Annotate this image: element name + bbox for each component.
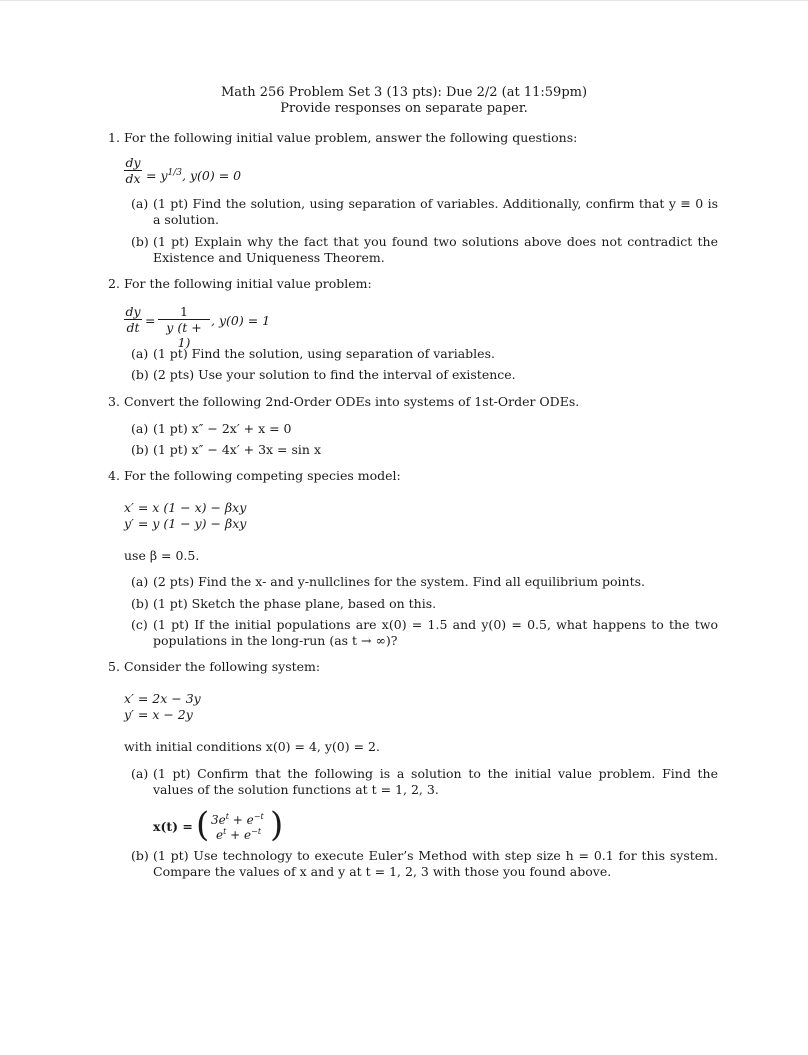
problem-1-number: 1.: [108, 130, 120, 145]
p5-row1-exp-1: t: [225, 812, 229, 821]
problem-3a-label: (a): [131, 421, 149, 436]
problem-5-number: 5.: [108, 659, 120, 674]
page-subtitle: Provide responses on separate paper.: [280, 101, 528, 116]
p5-vector-lhs: x(t) =: [153, 819, 193, 834]
problem-1-equation: [146, 165, 241, 184]
problem-1b-text: (1 pt) Explain why the fact that you found two solutions above does not contradict the Existence and Uniqueness Theorem.: [153, 234, 718, 265]
p5-row2-exp-1: t: [223, 827, 227, 836]
problem-1a-text: (1 pt) Find the solution, using separation of variables. Additionally, confirm that y ≡ 0 is a solution.: [153, 196, 718, 227]
problem-4c-text: (1 pt) If the initial populations are x(0) = 1.5 and y(0) = 0.5, what happens to the two populations in the long-run (as t → ∞)?: [153, 617, 718, 648]
p1-eq-ic: , y(0) = 0: [182, 168, 242, 184]
problem-3b-label: (b): [131, 442, 149, 457]
problem-5a-text: (1 pt) Confirm that the following is a solution to the initial value problem. Find the values of the solution functions at t = 1, 2, 3.: [153, 766, 718, 797]
problem-3-intro: Convert the following 2nd-Order ODEs into systems of 1st-Order ODEs.: [124, 394, 580, 409]
p5-vector-right-paren: ): [270, 805, 284, 845]
problem-4b-label: (b): [131, 596, 149, 611]
problem-5-intro: Consider the following system:: [124, 659, 321, 674]
p5-row2-term: e: [216, 828, 224, 842]
problem-3-number: 3.: [108, 394, 120, 409]
problem-2b-text: (2 pts) Use your solution to find the interval of existence.: [153, 367, 516, 382]
p5-vector-row-2: [216, 824, 261, 843]
problem-5-equation-2: y′ = x − 2y: [124, 707, 193, 722]
p2-eq-numerator: dy: [125, 304, 141, 319]
problem-1a-label: (a): [131, 196, 149, 211]
problem-4-equation-2: y′ = y (1 − y) − βxy: [124, 516, 247, 531]
problem-5a-label: (a): [131, 766, 149, 781]
p2-rhs-numerator: 1: [158, 304, 210, 320]
problem-4c-label: (c): [131, 617, 148, 632]
p1-eq-numerator: dy: [125, 155, 141, 170]
problem-4-number: 4.: [108, 468, 120, 483]
p5-vector-left-paren: (: [196, 805, 210, 845]
p5-row1-exp-2: −t: [253, 812, 264, 821]
p5-row1-term: 3e: [211, 813, 226, 827]
problem-4-equation-1: x′ = x (1 − x) − βxy: [124, 500, 247, 515]
problem-2-intro: For the following initial value problem:: [124, 276, 372, 291]
problem-4a-label: (a): [131, 574, 149, 589]
page-title: Math 256 Problem Set 3 (13 pts): Due 2/2 (at 11:59pm): [220, 85, 588, 100]
problem-3b-text: (1 pt) x″ − 4x′ + 3x = sin x: [153, 442, 321, 457]
p2-eq-ic: , y(0) = 1: [211, 313, 271, 328]
p1-eq-rhs: = y: [146, 168, 168, 184]
problem-2b-label: (b): [131, 367, 149, 382]
problem-2a-text: (1 pt) Find the solution, using separation of variables.: [153, 346, 495, 361]
problem-2-number: 2.: [108, 276, 120, 291]
problem-2-derivative: [124, 304, 142, 335]
p5-row1-plus: + e: [228, 813, 254, 827]
p2-eq-equals: =: [145, 313, 156, 328]
problem-1-derivative: [124, 155, 142, 186]
p5-row2-exp-2: −t: [251, 827, 262, 836]
problem-5-initial-conditions: with initial conditions x(0) = 4, y(0) = 2.: [124, 739, 380, 754]
p2-eq-denominator: dt: [126, 320, 140, 335]
problem-4-beta: use β = 0.5.: [124, 548, 200, 563]
p2-rhs-denominator: y (t + 1): [166, 320, 202, 350]
problem-5b-label: (b): [131, 848, 149, 863]
p1-eq-denominator: dx: [125, 171, 141, 186]
problem-1b-label: (b): [131, 234, 149, 249]
problem-2a-label: (a): [131, 346, 149, 361]
problem-4-intro: For the following competing species model:: [124, 468, 401, 483]
problem-3a-text: (1 pt) x″ − 2x′ + x = 0: [153, 421, 292, 436]
problem-4b-text: (1 pt) Sketch the phase plane, based on this.: [153, 596, 437, 611]
problem-4a-text: (2 pts) Find the x- and y-nullclines for the system. Find all equilibrium points.: [153, 574, 646, 589]
problem-5b-text: (1 pt) Use technology to execute Euler’s Method with step size h = 0.1 for this system. Compare the values of x and y at t = 1, 2, 3 with those you found above.: [153, 848, 718, 879]
p1-eq-exponent: 1/3: [167, 168, 182, 178]
problem-5-equation-1: x′ = 2x − 3y: [124, 691, 201, 706]
p5-row2-plus: + e: [226, 828, 252, 842]
problem-2-rhs-fraction: [158, 304, 210, 350]
problem-1-intro: For the following initial value problem, answer the following questions:: [124, 130, 578, 145]
